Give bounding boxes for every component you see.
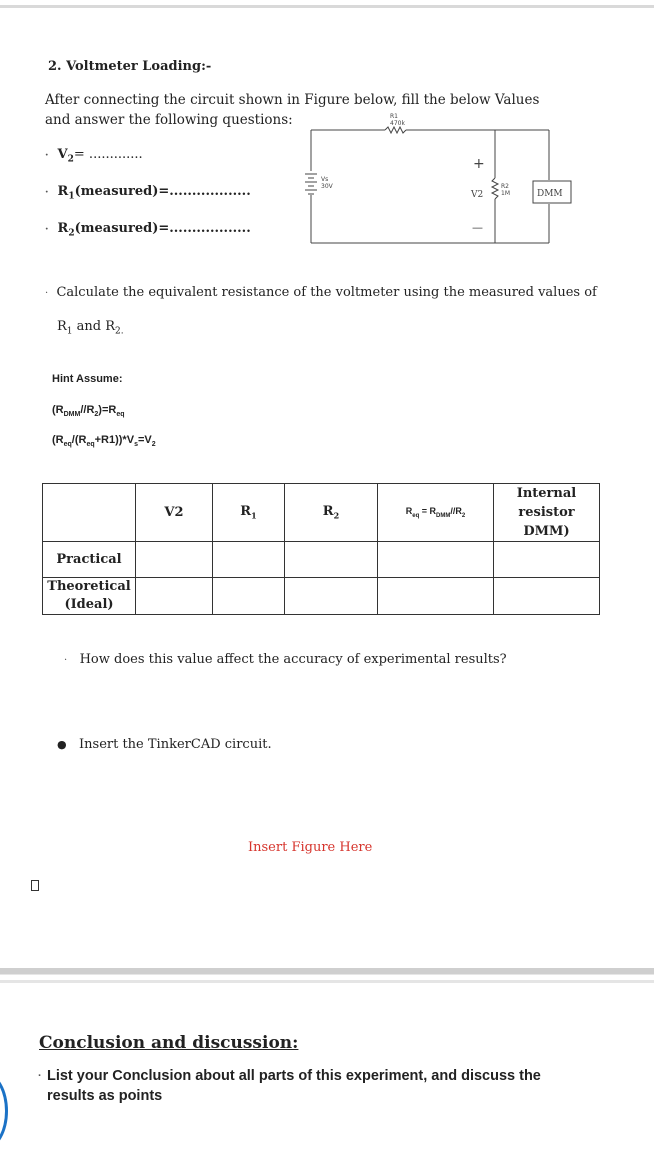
results-table bbox=[42, 483, 600, 615]
section-title: 2. Voltmeter Loading:- bbox=[48, 59, 212, 74]
figure-placeholder[interactable]: Insert Figure Here bbox=[248, 840, 373, 855]
source-value: 30V bbox=[321, 183, 333, 190]
checkbox-glyph bbox=[31, 880, 39, 891]
table-cell[interactable] bbox=[378, 578, 494, 615]
fill-item-r2: · $R_2(measured)=$.................. bbox=[45, 221, 251, 239]
table-row bbox=[43, 542, 600, 578]
side-circle-icon[interactable] bbox=[0, 1073, 8, 1149]
top-divider bbox=[0, 5, 654, 8]
table-cell[interactable] bbox=[213, 542, 285, 578]
tinkercad-item: ● Insert the TinkerCAD circuit. bbox=[57, 737, 272, 752]
row-label-practical: Practical bbox=[43, 542, 136, 578]
fill-item-r1: · $R_1(measured)=$.................. bbox=[45, 184, 251, 202]
table-cell[interactable] bbox=[494, 542, 600, 578]
header-v2: V2 bbox=[136, 484, 213, 542]
table-cell[interactable] bbox=[213, 578, 285, 615]
row-label-theoretical: Theoretical (Ideal) bbox=[43, 578, 136, 615]
table-header-row bbox=[43, 484, 600, 542]
circuit-diagram bbox=[300, 108, 590, 248]
r2-label: R2 bbox=[501, 183, 509, 190]
header-r1: $R_1$ bbox=[213, 484, 285, 542]
conclusion-text: · List your Conclusion about all parts of this experiment, and discuss the results as points bbox=[38, 1068, 541, 1104]
fill-item-v2: · $V_2=$ ............. bbox=[45, 147, 143, 165]
table-cell[interactable] bbox=[378, 542, 494, 578]
r1-value: 470k bbox=[390, 120, 405, 127]
table-row bbox=[43, 578, 600, 615]
intro-paragraph: After connecting the circuit shown in Figure below, fill the below Values and answer the following questions: bbox=[45, 92, 540, 128]
table-cell[interactable] bbox=[285, 578, 378, 615]
r2-value: 1M bbox=[501, 190, 510, 197]
table-cell[interactable] bbox=[136, 578, 213, 615]
page-break bbox=[0, 968, 654, 975]
calc-question-line2: $R_1$ and $R_{2.}$ bbox=[57, 319, 124, 337]
header-internal: Internal resistor DMM) bbox=[494, 484, 600, 542]
header-req: $R_{eq} = R_{DMM}//R_2$ bbox=[378, 484, 494, 542]
battery-icon bbox=[305, 174, 317, 194]
hint-formula-1: $(R_{DMM}//R_2)=R_{eq}$ bbox=[52, 404, 125, 419]
accuracy-question: · How does this value affect the accuracy of experimental results? bbox=[64, 652, 507, 667]
table-cell[interactable] bbox=[136, 542, 213, 578]
r1-label: R1 bbox=[390, 113, 398, 120]
page-break-line bbox=[0, 980, 654, 983]
plus-sign: + bbox=[473, 156, 485, 172]
table-cell[interactable] bbox=[494, 578, 600, 615]
hint-formula-2: $(R_{eq}/(R_{eq}+R1))*V_s=V_2$ bbox=[52, 434, 156, 449]
hint-title: Hint Assume: bbox=[52, 373, 123, 385]
header-empty bbox=[43, 484, 136, 542]
table-cell[interactable] bbox=[285, 542, 378, 578]
v2-label: V2 bbox=[471, 190, 484, 200]
calc-question: · Calculate the equivalent resistance of the voltmeter using the measured values of bbox=[45, 285, 597, 300]
source-label: Vs bbox=[321, 176, 329, 183]
conclusion-heading: Conclusion and discussion: bbox=[39, 1033, 299, 1053]
dmm-label: DMM bbox=[537, 189, 563, 199]
header-r2: $R_2$ bbox=[285, 484, 378, 542]
minus-sign: — bbox=[472, 221, 483, 234]
